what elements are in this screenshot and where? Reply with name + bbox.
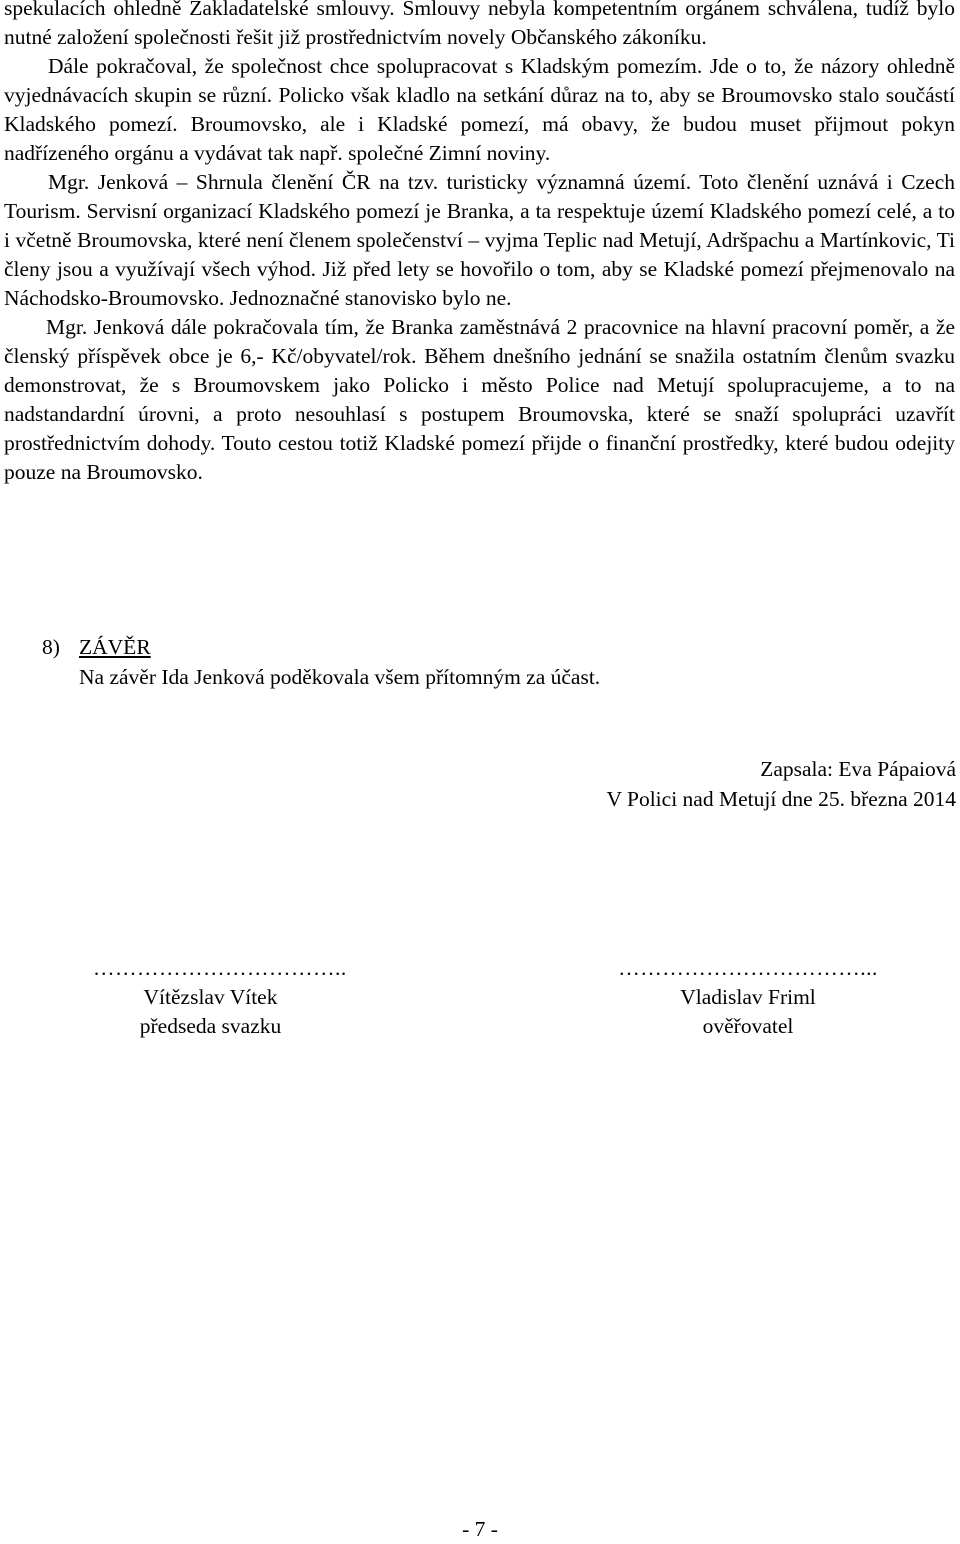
section-title: ZÁVĚR <box>79 635 151 659</box>
paragraph-jenkova-summary: Mgr. Jenková – Shrnula členění ČR na tzv. turisticky významná území. Toto členění uznává i Czech Tourism. Servisní organizací Kladského pomezí je Branka, a ta respektuje území Kladského pomezí celé, a to i včetně Broumovska, které není členem společenství – vyjma Teplic nad Metují, Adršpachu a Martínkovic, Ti členy jsou a využívají všech výhod. Již před lety se hovořilo o tom, aby se Kladské pomezí přejmenovalo na Náchodsko-Broumovsko. Jednoznačné stanovisko bylo ne. <box>4 170 955 310</box>
section-text: Na závěr Ida Jenková poděkovala všem přítomným za účast. <box>79 665 601 689</box>
section-heading <box>42 632 600 662</box>
paragraph-kladske-pomezi: Dále pokračoval, že společnost chce spolupracovat s Kladským pomezím. Jde o to, že názory ohledně vyjednávacích skupin se různí. Policko však kladlo na setkání důraz na to, aby se Broumovsko stalo součástí Kladského pomezí. Broumovsko, ale i Kladské pomezí, má obavy, že budou muset přijmout pokyn nadřízeného orgánu a vydávat tak např. společné Zimní noviny. <box>4 54 955 165</box>
signature-block-chairman <box>93 954 347 1041</box>
signatory-role: ověřovatel <box>702 1014 794 1038</box>
signatory-name: Vladislav Friml <box>680 985 816 1009</box>
body-text <box>4 0 955 487</box>
signatory-name: Vítězslav Vítek <box>143 985 278 1009</box>
paragraph-continuation: spekulacích ohledně Zakladatelské smlouvy. Smlouvy nebyla kompetentním orgánem schválena, tudíž bylo nutné založení společnosti řešit již prostřednictvím novely Občanského zákoníku. <box>4 0 955 49</box>
section-number: 8) <box>42 635 60 659</box>
signature-block-verifier <box>530 954 960 1041</box>
paragraph-jenkova-branka: Mgr. Jenková dále pokračovala tím, že Branka zaměstnává 2 pracovnice na hlavní pracovní poměr, a že členský příspěvek obce je 6,- Kč/obyvatel/rok. Během dnešního jednání se snažila ostatním členům svazku demonstrovat, že s Broumovskem jako Policko i město Police nad Metují spolupracujeme, a to na nadstandardní úrovni, a proto nesouhlasí s postupem Broumovska, které se snaží spolupráci uzavřít prostřednictvím dohody. Touto cestou totiž Kladské pomezí přijde o finanční prostředky, které budou odejity pouze na Broumovsko. <box>4 315 955 484</box>
signatory-role: předseda svazku <box>139 1014 282 1038</box>
signature-line: …………………………….. <box>93 956 347 980</box>
record-info <box>606 754 956 814</box>
recorded-by: Zapsala: Eva Pápaiová <box>760 757 956 781</box>
section-zaver <box>42 632 600 692</box>
place-date: V Polici nad Metují dne 25. března 2014 <box>606 787 956 811</box>
page-number: - 7 - <box>462 1517 498 1541</box>
signature-line: ……………………………... <box>618 956 878 980</box>
